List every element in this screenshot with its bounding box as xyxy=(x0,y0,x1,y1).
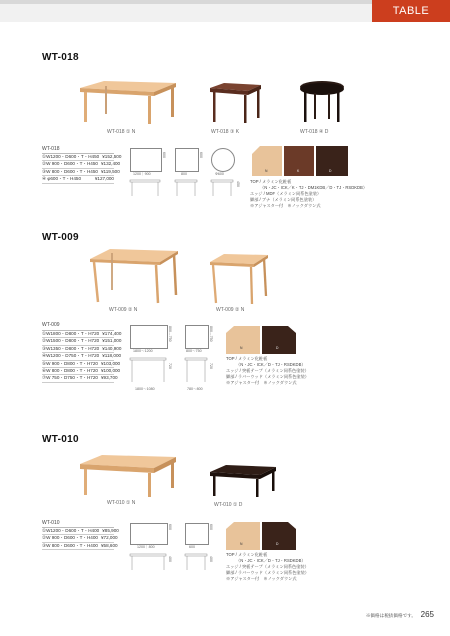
note-line: エッジ / 突板テープ（メラミン同系色塗装） xyxy=(226,368,309,373)
product-image-wt018-n xyxy=(78,76,178,126)
note-line: ※アジャスター付 ※ノックダウン式 xyxy=(226,576,297,581)
spec-row xyxy=(42,367,121,375)
spec-price: ¥85,900 xyxy=(102,528,119,533)
plan-drawing-rect xyxy=(130,523,168,545)
spec-row xyxy=(42,161,121,168)
tax-note: ※価格は税抜価格です。 xyxy=(365,613,416,618)
dim-label-height: 720 xyxy=(168,363,172,369)
note-line: （N・JC・ICK／K・TJ・DM1KDB／D・TJ・RSDKDB） xyxy=(260,185,368,190)
plan-drawing-square xyxy=(185,523,209,545)
dim-label: 1200｜900 xyxy=(133,172,151,176)
dim-label: 1800〜1080 xyxy=(135,387,155,391)
spec-price: ¥118,000 xyxy=(102,353,122,359)
note-line: エッジ / MDF（メラミン同系色塗装） xyxy=(250,191,322,196)
spec-price: ¥132,400 xyxy=(100,161,121,167)
spec-row xyxy=(42,535,118,542)
plan-drawing-round xyxy=(211,148,235,172)
color-swatches-wt010 xyxy=(226,522,296,550)
product-image-wt010-n xyxy=(78,450,178,498)
dim-label: 800 xyxy=(181,172,187,176)
spec-size: ③W 800・D600・T・H400 xyxy=(42,542,98,548)
dim-label: Φ600 xyxy=(215,172,224,176)
product-image-wt018-d xyxy=(298,80,346,125)
spec-row xyxy=(42,154,122,161)
spec-price: ¥72,000 xyxy=(100,535,118,541)
swatch-label: N xyxy=(240,346,243,350)
plan-drawing-square xyxy=(175,148,199,172)
section-title-wt010: WT-010 xyxy=(42,434,79,445)
product-image-wt010-d xyxy=(208,462,278,498)
note-line: 脚部 / ラバーウッド（メラミン同系色塗装） xyxy=(226,570,309,575)
note-line: （N・JC・ICK／D・TJ・RSDKDB） xyxy=(236,558,306,563)
note-line: ※アジャスター付 ※ノックダウン式 xyxy=(226,380,297,385)
caption-wt018-2: WT-018 ③ K xyxy=(211,129,240,135)
caption-wt018-1: WT-018 ① N xyxy=(107,129,136,135)
swatch-label: K xyxy=(297,169,300,173)
spec-size: ⑤W 900・D800・T・H720 xyxy=(42,360,98,366)
elevation-drawing xyxy=(130,358,220,384)
spec-row xyxy=(42,528,119,535)
spec-list-wt009 xyxy=(42,330,122,383)
note-line: エッジ / 突板テープ（メラミン同系色塗装） xyxy=(226,564,309,569)
spec-row xyxy=(42,338,122,345)
plan-drawing-rect xyxy=(130,325,168,349)
spec-row xyxy=(42,375,118,382)
elevation-drawing xyxy=(130,554,220,572)
spec-size: ①W1800・D800・T・H720 xyxy=(42,331,100,336)
caption-wt009-2: WT-009 ② N xyxy=(216,307,245,313)
product-image-wt009-small xyxy=(208,250,270,305)
category-tag: TABLE xyxy=(372,0,450,22)
spec-size: ②W 900・D600・T・H450 xyxy=(42,161,98,167)
spec-price: ¥174,400 xyxy=(102,331,122,336)
spec-row xyxy=(42,360,121,368)
dim-label: 600 xyxy=(209,524,213,530)
spec-size: ⑥W 800・D800・T・H720 xyxy=(42,367,98,373)
spec-row xyxy=(42,345,122,353)
caption-wt010-2: WT-010 ① D xyxy=(214,502,243,508)
spec-size: ④W1200・D750・T・H720 xyxy=(42,353,100,359)
spec-list-title-wt009: WT-009 xyxy=(42,322,60,328)
dim-label: 1200｜800 xyxy=(137,545,155,549)
swatch-label: N xyxy=(240,542,243,546)
page-header xyxy=(0,0,450,22)
note-line: ※アジャスター付 ※ノックダウン式 xyxy=(250,203,321,208)
section-title-wt018: WT-018 xyxy=(42,52,79,63)
note-line: TOP / メラミン化粧板 xyxy=(226,552,268,557)
product-image-wt018-k xyxy=(208,80,263,125)
product-image-wt009-large xyxy=(88,245,180,305)
spec-price: ¥127,000 xyxy=(94,176,114,182)
spec-row xyxy=(42,176,114,183)
spec-price: ¥58,600 xyxy=(100,542,118,548)
spec-size: ④ φ600・T・H450 xyxy=(42,176,82,182)
dim-label: 600 xyxy=(168,524,172,530)
dim-label-height: 400 xyxy=(209,556,213,562)
caption-wt010-1: WT-010 ① N xyxy=(107,500,136,506)
page-number: 265 xyxy=(420,610,434,619)
section-title-wt009: WT-009 xyxy=(42,232,79,243)
dim-label: 600 xyxy=(162,152,166,158)
spec-row xyxy=(42,331,122,338)
swatch-label: D xyxy=(276,542,279,546)
spec-size: ①W1200・D600・T・H450 xyxy=(42,154,100,159)
spec-row xyxy=(42,353,122,360)
dim-label: 600 xyxy=(189,545,195,549)
spec-price: ¥93,700 xyxy=(100,375,118,381)
dim-label: 800〜750 xyxy=(168,326,172,342)
note-line: 脚部 / ラバーウッド（メラミン同系色塗装） xyxy=(226,374,309,379)
elevation-drawing xyxy=(130,180,240,198)
plan-drawing-square xyxy=(185,325,209,349)
dim-label: 800〜750 xyxy=(209,326,213,342)
note-line: TOP / メラミン化粧板 xyxy=(250,179,292,184)
spec-price: ¥152,500 xyxy=(102,154,122,159)
swatch-label: D xyxy=(329,169,332,173)
dim-label: 600 xyxy=(199,152,203,158)
dim-label: 780〜800 xyxy=(187,387,203,391)
spec-size: ⑦W 750・D750・T・H720 xyxy=(42,375,98,381)
spec-size: ②W 900・D600・T・H400 xyxy=(42,535,98,541)
spec-row xyxy=(42,542,118,550)
material-notes-wt010 xyxy=(226,552,309,582)
spec-list-wt010 xyxy=(42,527,119,550)
note-line: TOP / メラミン化粧板 xyxy=(226,356,268,361)
spec-list-wt018 xyxy=(42,153,122,184)
dim-label-height: 720 xyxy=(209,363,213,369)
spec-size: ②W1500・D800・T・H720 xyxy=(42,338,100,344)
swatch-label: N xyxy=(265,169,268,173)
note-line: 脚部 / ブナ（メラミン同系色塗装） xyxy=(250,197,317,202)
spec-price: ¥119,500 xyxy=(100,168,120,174)
spec-size: ③W1350・D800・T・H720 xyxy=(42,345,100,351)
color-swatches-wt009 xyxy=(226,326,296,354)
plan-drawing-rect xyxy=(130,148,162,172)
spec-price: ¥103,000 xyxy=(100,360,121,366)
material-notes-wt009 xyxy=(226,356,309,386)
spec-size: ①W1200・D600・T・H400 xyxy=(42,528,100,533)
dim-label-height: 450 xyxy=(236,181,240,187)
spec-list-title-wt018: WT-018 xyxy=(42,146,60,152)
dim-label: 1800〜1200 xyxy=(133,349,153,353)
note-line: （N・JC・ICK／D・TJ・RSDKDB） xyxy=(236,362,306,367)
dim-label: 800〜750 xyxy=(186,349,202,353)
spec-price: ¥140,900 xyxy=(102,345,122,351)
material-notes-wt018 xyxy=(250,179,367,209)
spec-list-title-wt010: WT-010 xyxy=(42,520,60,526)
spec-price: ¥100,000 xyxy=(100,367,121,373)
spec-row xyxy=(42,168,120,176)
swatch-label: D xyxy=(276,346,279,350)
dim-label-height: 400 xyxy=(168,556,172,562)
spec-size: ③W 800・D600・T・H450 xyxy=(42,168,98,174)
caption-wt009-1: WT-009 ② N xyxy=(109,307,138,313)
spec-price: ¥151,000 xyxy=(102,338,122,344)
caption-wt018-3: WT-018 ④ D xyxy=(300,129,329,135)
